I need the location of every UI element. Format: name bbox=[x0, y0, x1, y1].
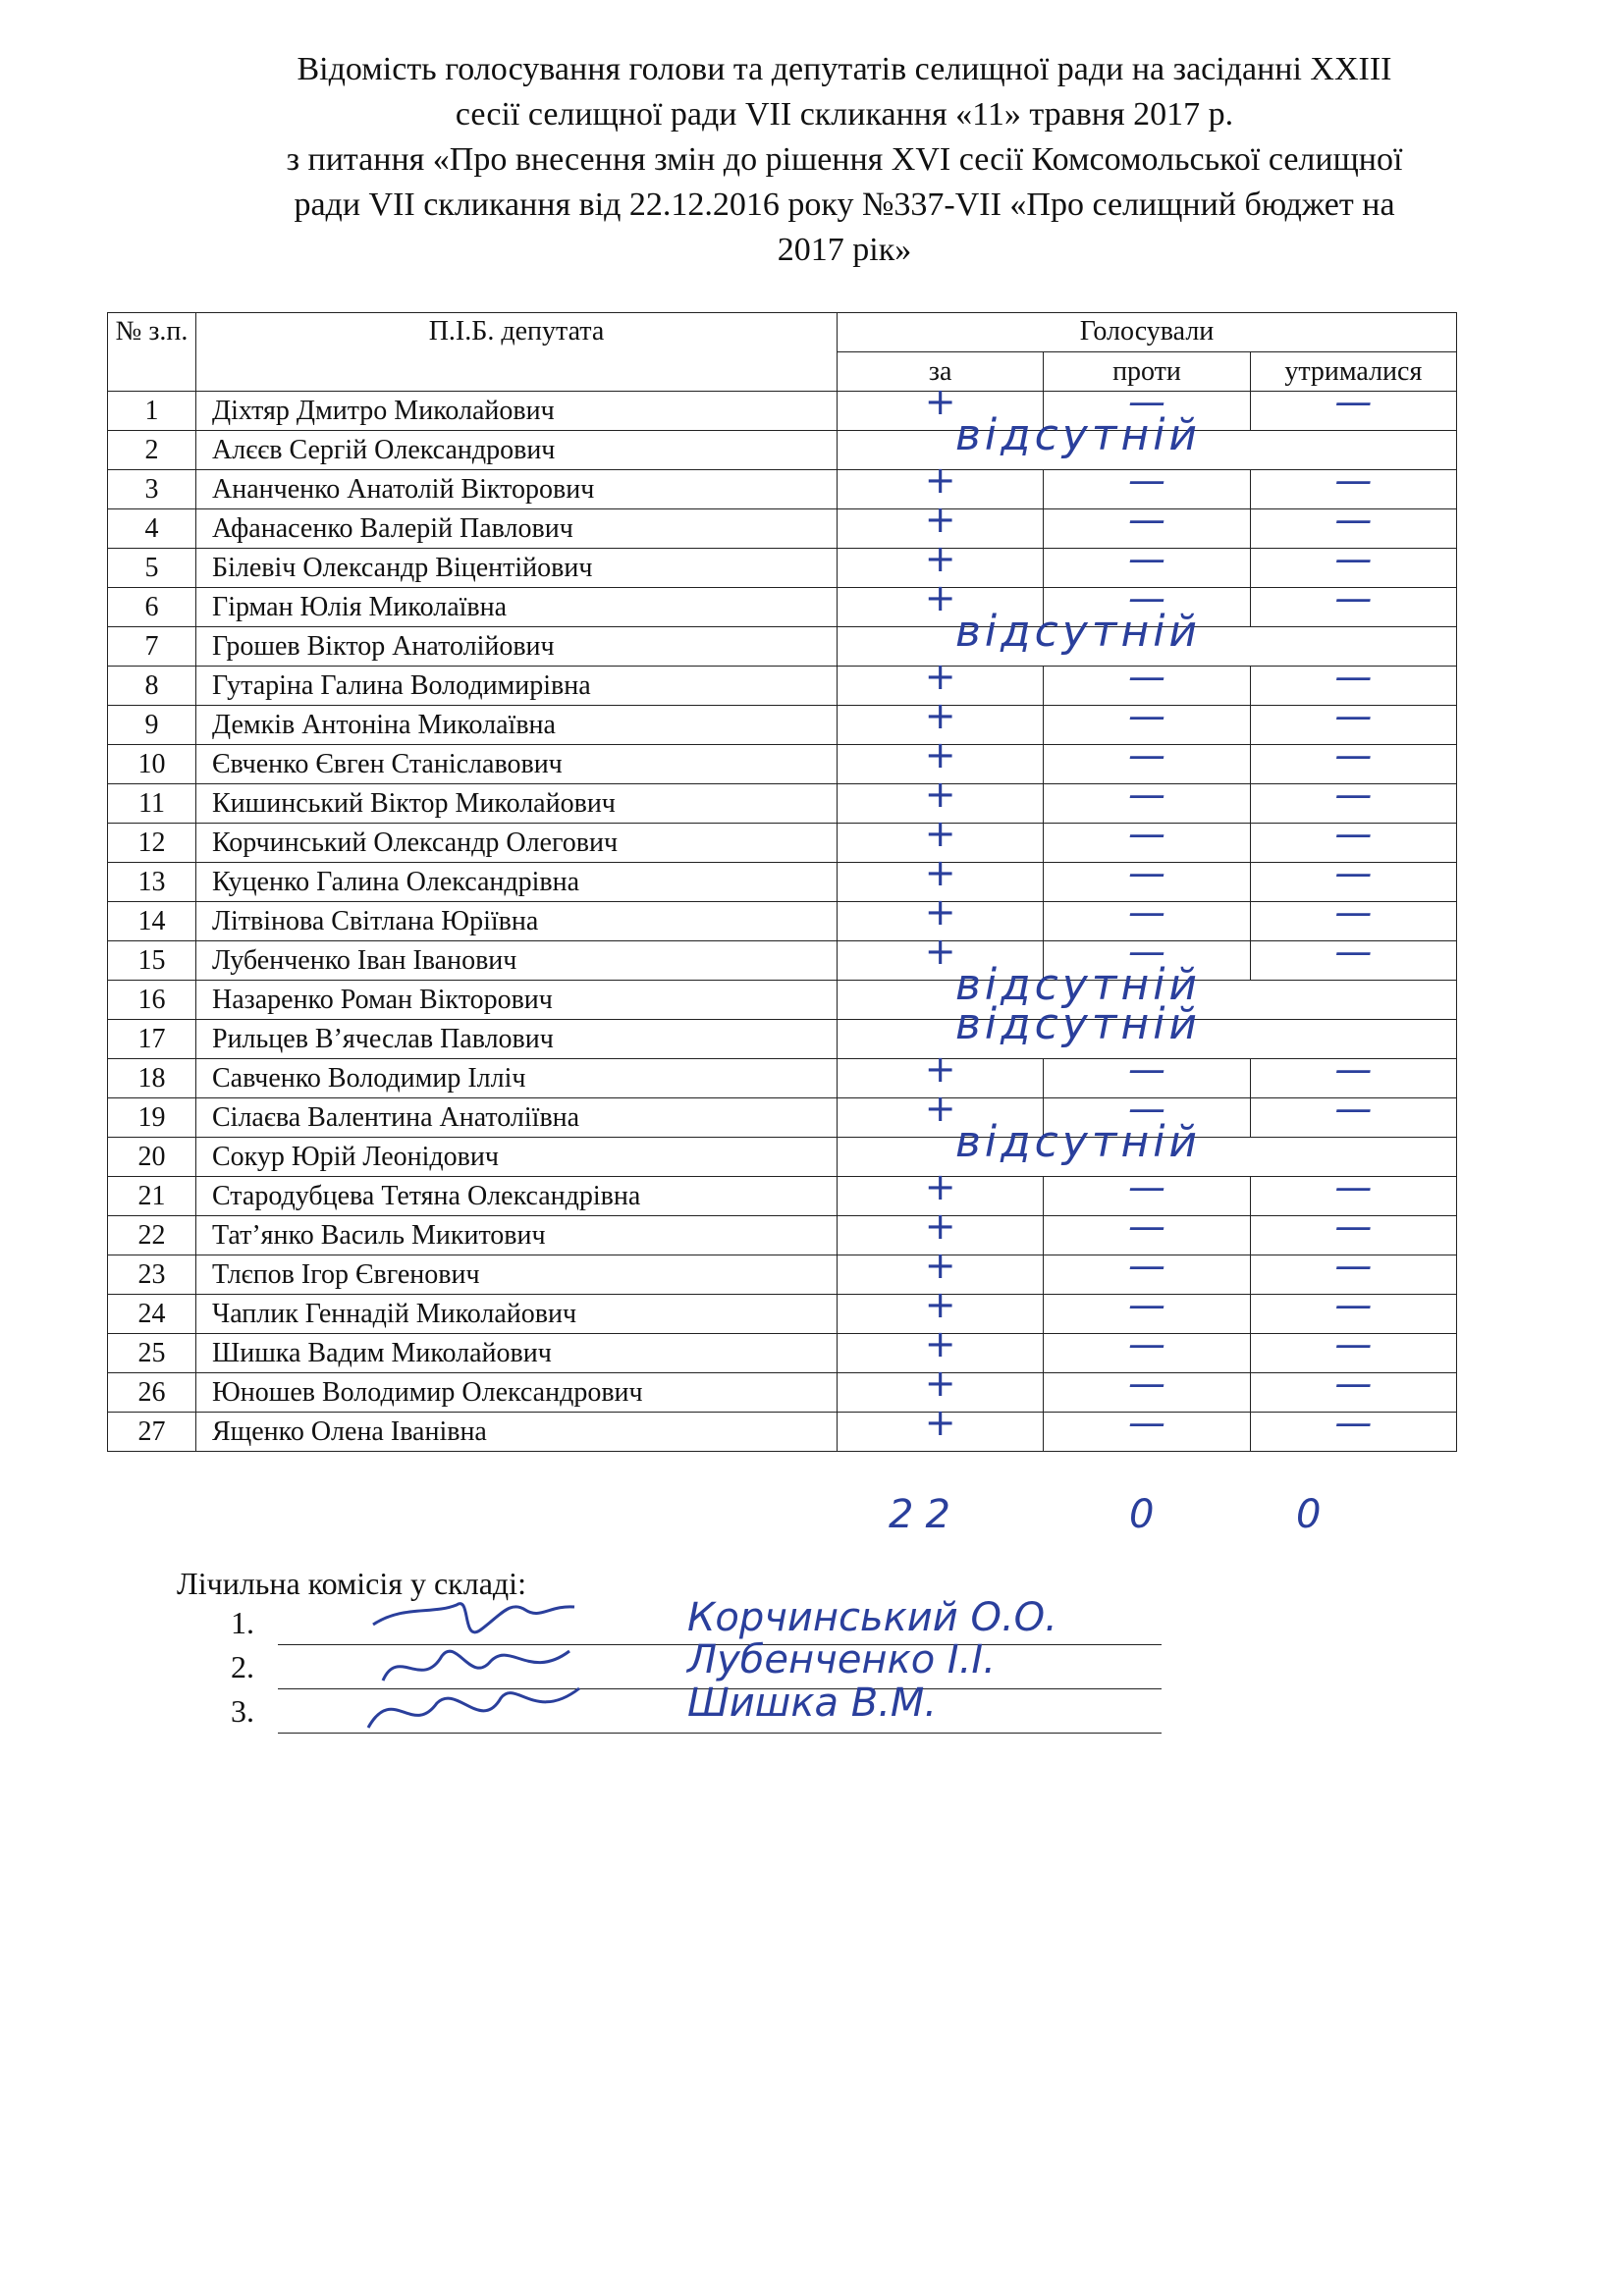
table-row bbox=[108, 1098, 1457, 1138]
total-against: 0 bbox=[1129, 1492, 1155, 1537]
commission-member-number: 1. bbox=[231, 1605, 254, 1640]
commission-label: Лічильна комісія у складі: bbox=[177, 1566, 526, 1601]
row-number: 26 bbox=[108, 1373, 196, 1413]
vote-for-mark: + bbox=[924, 851, 956, 894]
vote-for-mark: + bbox=[924, 458, 956, 502]
vote-against-mark: — bbox=[1127, 1244, 1165, 1287]
vote-abstained-mark: — bbox=[1334, 1047, 1373, 1091]
vote-for-mark: + bbox=[924, 890, 956, 934]
deputy-name: Сілаєва Валентина Анатоліївна bbox=[196, 1098, 838, 1138]
vote-abstained-mark: — bbox=[1334, 890, 1373, 934]
row-number: 21 bbox=[108, 1177, 196, 1216]
vote-abstained-mark: — bbox=[1334, 851, 1373, 894]
row-number: 5 bbox=[108, 549, 196, 588]
vote-against-mark: — bbox=[1127, 1087, 1165, 1130]
row-number: 16 bbox=[108, 981, 196, 1020]
vote-against-mark: — bbox=[1127, 1322, 1165, 1365]
vote-for-mark: + bbox=[924, 1362, 956, 1405]
table-row bbox=[108, 941, 1457, 981]
deputy-name: Кишинський Віктор Миколайович bbox=[196, 784, 838, 824]
deputy-name: Куценко Галина Олександрівна bbox=[196, 863, 838, 902]
vote-abstained-cell bbox=[1250, 576, 1456, 627]
deputy-name: Ананченко Анатолій Вікторович bbox=[196, 470, 838, 509]
vote-for-mark: + bbox=[924, 1322, 956, 1365]
commission-member-name: Шишка В.М. bbox=[687, 1681, 938, 1726]
vote-for-mark: + bbox=[924, 1087, 956, 1130]
vote-for-mark: + bbox=[924, 1283, 956, 1326]
vote-for-mark: + bbox=[924, 1204, 956, 1248]
vote-for-mark: + bbox=[924, 773, 956, 816]
row-number: 15 bbox=[108, 941, 196, 981]
table-row bbox=[108, 1413, 1457, 1452]
vote-against-mark: — bbox=[1127, 930, 1165, 973]
row-number: 7 bbox=[108, 627, 196, 667]
table-row bbox=[108, 392, 1457, 431]
vote-against-mark: — bbox=[1127, 537, 1165, 580]
vote-abstained-mark: — bbox=[1334, 1401, 1373, 1444]
row-number: 11 bbox=[108, 784, 196, 824]
vote-for-mark: + bbox=[924, 537, 956, 580]
vote-against-mark: — bbox=[1127, 655, 1165, 698]
vote-against-mark: — bbox=[1127, 733, 1165, 776]
row-number: 9 bbox=[108, 706, 196, 745]
row-number: 10 bbox=[108, 745, 196, 784]
vote-abstained-mark: — bbox=[1334, 773, 1373, 816]
vote-abstained-mark: — bbox=[1334, 694, 1373, 737]
deputy-name: Савченко Володимир Ілліч bbox=[196, 1059, 838, 1098]
total-for: 22 bbox=[889, 1492, 962, 1537]
vote-abstained-cell bbox=[1250, 380, 1456, 431]
absent-mark: відсутній bbox=[955, 410, 1202, 460]
vote-abstained-mark: — bbox=[1334, 1087, 1373, 1130]
vote-for-mark: + bbox=[924, 576, 956, 619]
deputy-name: Тат’янко Василь Микитович bbox=[196, 1216, 838, 1255]
vote-against-mark: — bbox=[1127, 1283, 1165, 1326]
vote-abstained-mark: — bbox=[1334, 498, 1373, 541]
row-number: 18 bbox=[108, 1059, 196, 1098]
deputy-name: Діхтяр Дмитро Миколайович bbox=[196, 392, 838, 431]
row-number: 24 bbox=[108, 1295, 196, 1334]
vote-against-mark: — bbox=[1127, 890, 1165, 934]
vote-abstained-mark: — bbox=[1334, 1244, 1373, 1287]
vote-abstained-cell bbox=[1250, 1087, 1456, 1138]
signature bbox=[363, 1674, 589, 1742]
row-number: 22 bbox=[108, 1216, 196, 1255]
vote-against-mark: — bbox=[1127, 458, 1165, 502]
vote-against-mark: — bbox=[1127, 576, 1165, 619]
vote-against-mark: — bbox=[1127, 1165, 1165, 1208]
deputy-name: Демків Антоніна Миколаївна bbox=[196, 706, 838, 745]
vote-abstained-mark: — bbox=[1334, 1165, 1373, 1208]
vote-for-mark: + bbox=[924, 380, 956, 423]
column-header-for: за bbox=[838, 352, 1044, 392]
row-number: 17 bbox=[108, 1020, 196, 1059]
vote-for-mark: + bbox=[924, 1165, 956, 1208]
absent-mark: відсутній bbox=[955, 960, 1202, 1010]
vote-against-mark: — bbox=[1127, 1047, 1165, 1091]
vote-abstained-mark: — bbox=[1334, 655, 1373, 698]
vote-abstained-mark: — bbox=[1334, 576, 1373, 619]
document-title bbox=[177, 47, 1512, 273]
vote-against-mark: — bbox=[1127, 773, 1165, 816]
deputy-name: Юношев Володимир Олександрович bbox=[196, 1373, 838, 1413]
row-number: 14 bbox=[108, 902, 196, 941]
vote-abstained-cell bbox=[1250, 1401, 1456, 1452]
deputy-name: Тлєпов Ігор Євгенович bbox=[196, 1255, 838, 1295]
total-abstained: 0 bbox=[1296, 1492, 1322, 1537]
title-line-3: з питання «Про внесення змін до рішення ХVІ сесії Комсомольської селищної bbox=[286, 141, 1403, 178]
column-header-name: П.І.Б. депутата bbox=[196, 313, 838, 392]
table-row bbox=[108, 981, 1457, 1020]
deputy-name: Корчинський Олександр Олегович bbox=[196, 824, 838, 863]
row-number: 27 bbox=[108, 1413, 196, 1452]
vote-for-mark: + bbox=[924, 655, 956, 698]
vote-against-mark: — bbox=[1127, 694, 1165, 737]
row-number: 6 bbox=[108, 588, 196, 627]
title-line-2: сесії селищної ради VII скликання «11» травня 2017 р. bbox=[455, 96, 1234, 133]
vote-abstained-mark: — bbox=[1334, 537, 1373, 580]
column-header-against: проти bbox=[1044, 352, 1250, 392]
vote-for-mark: + bbox=[924, 498, 956, 541]
voting-table bbox=[107, 312, 1457, 1452]
vote-against-mark: — bbox=[1127, 380, 1165, 423]
vote-abstained-mark: — bbox=[1334, 380, 1373, 423]
title-line-1: Відомість голосування голови та депутатів селищної ради на засіданні ХХІІІ bbox=[297, 51, 1392, 87]
deputy-name: Стародубцева Тетяна Олександрівна bbox=[196, 1177, 838, 1216]
deputy-name: Ященко Олена Іванівна bbox=[196, 1413, 838, 1452]
vote-abstained-mark: — bbox=[1334, 1283, 1373, 1326]
row-number: 12 bbox=[108, 824, 196, 863]
vote-abstained-mark: — bbox=[1334, 1362, 1373, 1405]
deputy-name: Літвінова Світлана Юріївна bbox=[196, 902, 838, 941]
vote-for-mark: + bbox=[924, 694, 956, 737]
vote-against-mark: — bbox=[1127, 1401, 1165, 1444]
deputy-name: Лубенченко Іван Іванович bbox=[196, 941, 838, 981]
row-number: 20 bbox=[108, 1138, 196, 1177]
deputy-name: Сокур Юрій Леонідович bbox=[196, 1138, 838, 1177]
row-number: 23 bbox=[108, 1255, 196, 1295]
commission-member-name: Корчинський О.О. bbox=[687, 1595, 1057, 1640]
vote-abstained-mark: — bbox=[1334, 1204, 1373, 1248]
vote-against-cell bbox=[1044, 1401, 1250, 1452]
vote-for-mark: + bbox=[924, 930, 956, 973]
deputy-name: Гутаріна Галина Володимирівна bbox=[196, 667, 838, 706]
vote-for-mark: + bbox=[924, 733, 956, 776]
row-number: 25 bbox=[108, 1334, 196, 1373]
vote-against-mark: — bbox=[1127, 1362, 1165, 1405]
deputy-name: Гірман Юлія Миколаївна bbox=[196, 588, 838, 627]
row-number: 13 bbox=[108, 863, 196, 902]
commission-member-number: 3. bbox=[231, 1693, 254, 1729]
row-number: 1 bbox=[108, 392, 196, 431]
deputy-name: Рильцев В’ячеслав Павлович bbox=[196, 1020, 838, 1059]
deputy-name: Чаплик Геннадій Миколайович bbox=[196, 1295, 838, 1334]
title-line-5: 2017 рік» bbox=[777, 232, 912, 268]
vote-against-mark: — bbox=[1127, 498, 1165, 541]
vote-for-mark: + bbox=[924, 1244, 956, 1287]
vote-against-mark: — bbox=[1127, 812, 1165, 855]
vote-abstained-mark: — bbox=[1334, 812, 1373, 855]
absent-mark: відсутній bbox=[955, 607, 1202, 657]
deputy-name: Назаренко Роман Вікторович bbox=[196, 981, 838, 1020]
vote-abstained-cell bbox=[1250, 930, 1456, 981]
vote-abstained-mark: — bbox=[1334, 930, 1373, 973]
row-number: 3 bbox=[108, 470, 196, 509]
row-number: 19 bbox=[108, 1098, 196, 1138]
row-number: 2 bbox=[108, 431, 196, 470]
vote-abstained-mark: — bbox=[1334, 733, 1373, 776]
vote-against-mark: — bbox=[1127, 1204, 1165, 1248]
table-row bbox=[108, 588, 1457, 627]
vote-for-mark: + bbox=[924, 1047, 956, 1091]
vote-for-mark: + bbox=[924, 812, 956, 855]
column-header-abstained: утрималися bbox=[1250, 352, 1456, 392]
row-number: 8 bbox=[108, 667, 196, 706]
column-header-number: № з.п. bbox=[108, 313, 196, 392]
commission-member-number: 2. bbox=[231, 1649, 254, 1684]
vote-abstained-mark: — bbox=[1334, 458, 1373, 502]
deputy-name: Шишка Вадим Миколайович bbox=[196, 1334, 838, 1373]
row-number: 4 bbox=[108, 509, 196, 549]
deputy-name: Грошев Віктор Анатолійович bbox=[196, 627, 838, 667]
title-line-4: ради VII скликання від 22.12.2016 року №337-VII «Про селищний бюджет на bbox=[294, 187, 1395, 223]
vote-for-mark: + bbox=[924, 1401, 956, 1444]
absent-mark: відсутній bbox=[955, 1117, 1202, 1167]
deputy-name: Афанасенко Валерій Павлович bbox=[196, 509, 838, 549]
absent-mark: відсутній bbox=[955, 999, 1202, 1049]
vote-for-cell bbox=[838, 1401, 1044, 1452]
deputy-name: Білевіч Олександр Віцентійович bbox=[196, 549, 838, 588]
column-header-voted: Голосували bbox=[838, 313, 1457, 352]
vote-against-mark: — bbox=[1127, 851, 1165, 894]
deputy-name: Алєєв Сергій Олександрович bbox=[196, 431, 838, 470]
deputy-name: Євченко Євген Станіславович bbox=[196, 745, 838, 784]
commission-member-name: Лубенченко І.І. bbox=[687, 1637, 996, 1682]
vote-abstained-mark: — bbox=[1334, 1322, 1373, 1365]
